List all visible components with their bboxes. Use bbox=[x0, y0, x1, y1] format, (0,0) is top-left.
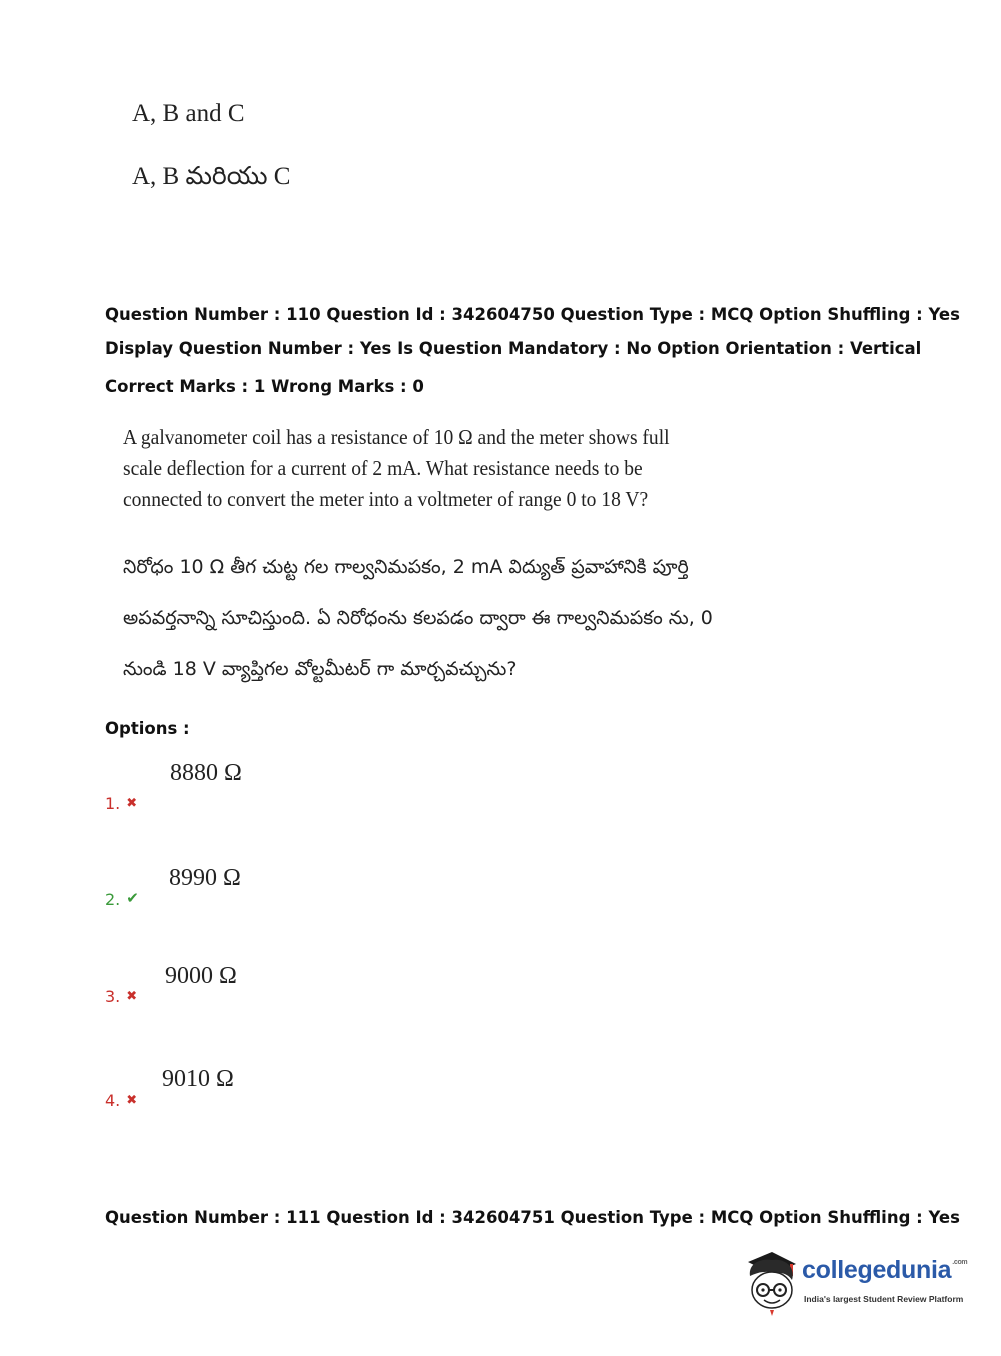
correct-check-icon: ✔ bbox=[126, 889, 139, 907]
question-110-meta-line1: Question Number : 110 Question Id : 342604750 Question Type : MCQ Option Shuffling : Yes bbox=[105, 305, 960, 324]
option-1-marker bbox=[105, 794, 137, 813]
prev-option-telugu: A, B మరియు C bbox=[132, 163, 291, 190]
question-110-marks: Correct Marks : 1 Wrong Marks : 0 bbox=[105, 377, 424, 396]
option-4-number: 4. bbox=[105, 1091, 121, 1110]
brand-suffix: .com bbox=[952, 1259, 968, 1266]
options-label: Options : bbox=[105, 719, 190, 738]
option-2-value: 8990 Ω bbox=[169, 865, 241, 891]
question-text-telugu: నిరోధం 10 Ω తీగ చుట్ట గల గాల్వనిమపకం, 2 mA విద్యుత్ ప్రవాహానికి పూర్తి అపవర్తనాన్ని సూచిస్తుంది. ఏ నిరోధంను కలపడం ద్వారా ఈ గాల్వనిమపకం ను, 0 నుండి 18 V వ్యాప్తిగల వోల్టమీటర్ గా మార్చవచ్చును? bbox=[123, 556, 713, 680]
wrong-cross-icon: ✖ bbox=[126, 1093, 138, 1108]
question-111-meta-line1: Question Number : 111 Question Id : 342604751 Question Type : MCQ Option Shuffling : Yes bbox=[105, 1208, 960, 1227]
option-3-value: 9000 Ω bbox=[165, 963, 237, 989]
option-3-marker bbox=[105, 987, 137, 1006]
option-1-value: 8880 Ω bbox=[170, 760, 242, 786]
option-1-number: 1. bbox=[105, 794, 121, 813]
wrong-cross-icon: ✖ bbox=[126, 989, 138, 1004]
question-110-meta-line2: Display Question Number : Yes Is Question Mandatory : No Option Orientation : Vertical bbox=[105, 339, 922, 358]
collegedunia-logo[interactable] bbox=[742, 1248, 972, 1318]
option-2-number: 2. bbox=[105, 890, 121, 909]
option-4-marker bbox=[105, 1091, 137, 1110]
brand-tagline: India's largest Student Review Platform bbox=[804, 1294, 964, 1304]
option-3-number: 3. bbox=[105, 987, 121, 1006]
prev-option-english: A, B and C bbox=[132, 100, 245, 127]
question-text-english: A galvanometer coil has a resistance of 10 Ω and the meter shows full scale deflection for a current of 2 mA. What resistance needs to be connected to convert the meter into a voltmeter of range 0 to 18 V? bbox=[123, 425, 670, 511]
brand-name bbox=[802, 1256, 967, 1285]
wrong-cross-icon: ✖ bbox=[126, 796, 138, 811]
option-2-marker bbox=[105, 889, 139, 909]
option-4-value: 9010 Ω bbox=[162, 1066, 234, 1092]
brand-text: collegedunia bbox=[802, 1256, 952, 1284]
student-mascot-icon bbox=[742, 1248, 802, 1318]
